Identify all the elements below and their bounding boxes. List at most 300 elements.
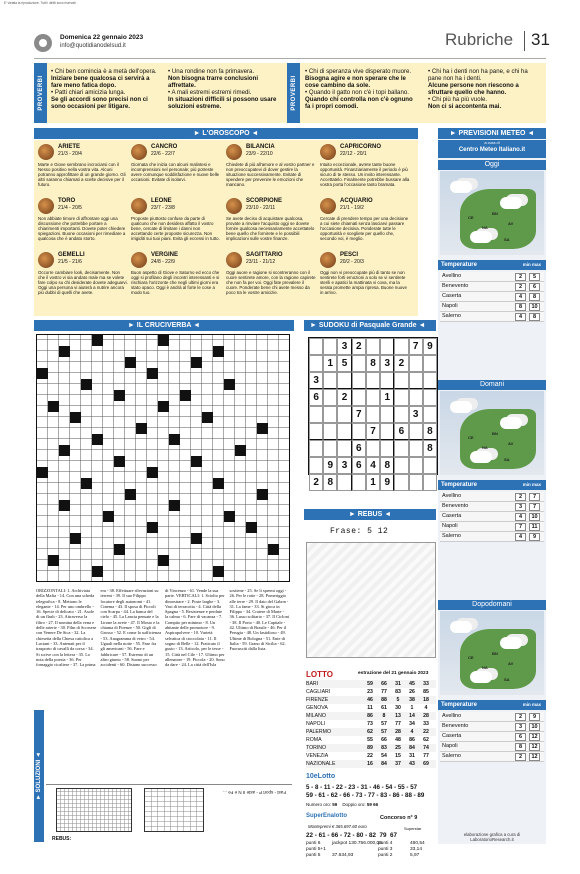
sudoku-cell[interactable]: [394, 372, 408, 389]
sudoku-cell[interactable]: [309, 440, 323, 457]
lotto-number: 4: [424, 705, 428, 711]
cloud-icon: [450, 401, 472, 413]
newspaper-logo-icon: [34, 34, 52, 52]
crossword-black-cell: [59, 500, 70, 511]
crossword-black-cell: [191, 357, 202, 368]
sudoku-cell[interactable]: [366, 406, 380, 423]
contact-email[interactable]: info@quotidianodelsud.it: [60, 43, 126, 49]
sudoku-cell[interactable]: 6: [309, 389, 323, 406]
lotto-row: [306, 720, 436, 728]
sudoku-cell[interactable]: 2: [309, 474, 323, 491]
sign-text: Cercate di prendere tempo per una decisione a cui siete chiamati senza lasciarvi passare l'occasione decisiva. Ponderate tutte le opportunità e scegliete per quello che, secondo voi, è meglio.: [320, 216, 409, 242]
sudoku-cell[interactable]: [380, 406, 394, 423]
crossword-black-cell: [158, 335, 169, 346]
sign-text: Proposte piuttosto confuse da parte di qualcuno che non desidera affatto il vostro bene, cercate di limitare i danni non accettando certe proposte sicurezza. Non irrigiditi sui tuoi piani. Evita gli eccessi in tutto.: [131, 216, 220, 242]
zodiac-icon: [131, 252, 147, 268]
soluzioni-tab: ► SOLUZIONI ◄: [34, 710, 44, 842]
crossword-black-cell: [59, 445, 70, 456]
lotto-number: 77: [395, 721, 401, 727]
sudoku-cell[interactable]: [309, 338, 323, 355]
sudoku-solution-grid: [144, 788, 204, 832]
sign-dates: 23/7 - 23/8: [151, 205, 175, 211]
proverbi-col-2: • Una rondine non fa primavera. Non bisogna trarre conclusioni affrettate. • A mali estremi estremi rimedi. In situazioni difficili si possono usare soluzioni estreme.: [168, 68, 277, 111]
cloud-icon: [500, 197, 522, 209]
lotto-number: 31: [409, 753, 415, 759]
lotto-number: 23: [367, 689, 373, 695]
crossword-black-cell: [92, 566, 103, 577]
lotto-row: [306, 752, 436, 760]
sudoku-cell[interactable]: 3: [309, 372, 323, 389]
sudoku-cell[interactable]: [409, 440, 423, 457]
sudoku-cell[interactable]: 6: [394, 423, 408, 440]
zodiac-icon: [226, 144, 242, 160]
sudoku-cell[interactable]: [337, 423, 351, 440]
superenalotto-numbers: 22 - 61 - 66 - 72 - 80 - 82 79 67: [306, 832, 398, 839]
sudoku-cell[interactable]: 5: [337, 355, 351, 372]
sudoku-cell[interactable]: [380, 440, 394, 457]
crossword-black-cell: [169, 434, 180, 445]
lotto-number: 18: [423, 697, 429, 703]
sudoku-cell[interactable]: 2: [394, 355, 408, 372]
temp-max: 12: [529, 753, 540, 761]
temperature-row: Caserta 6 12: [440, 732, 544, 742]
sign-text: Intuito eccezionale, avrete tante buone opportunità. Finanziariamente il periodo è più sicuro di te stesso. Un invito interessante. Accettatelo. Finalmente potrebbe bussare alla vostra porta l'occasione tanto bramata.: [320, 162, 410, 188]
crossword-black-cell: [136, 423, 147, 434]
sudoku-cell[interactable]: 6: [352, 457, 366, 474]
sudoku-grid[interactable]: [308, 337, 438, 488]
rebus-title: ► REBUS ◄: [304, 509, 436, 520]
map-city-label: CE: [468, 215, 474, 220]
page-number: 31: [531, 30, 550, 49]
superstar-label: Superstar: [404, 826, 422, 831]
map-city-label: SA: [504, 237, 510, 242]
sudoku-cell[interactable]: 8: [423, 440, 437, 457]
crossword-black-cell: [224, 379, 235, 390]
sudoku-cell[interactable]: [352, 474, 366, 491]
crossword-black-cell: [125, 357, 136, 368]
crossword-black-cell: [224, 511, 235, 522]
temp-max: 9: [529, 713, 540, 721]
crossword-black-cell: [70, 533, 81, 544]
sudoku-cell[interactable]: [323, 389, 337, 406]
sign-text: Occorre cambiare look, decisamente. Non che il vostro vi sia andato male ma se volete fare colpo su chi desiderate dovete adeguarvi. Oggi una persona vi aiuterà a nutrire ancora più dubbi di quelli che avete.: [38, 270, 128, 296]
lotto-row: [306, 744, 436, 752]
temp-max: 8: [529, 293, 540, 301]
temp-max: 8: [529, 313, 540, 321]
temperature-header: Temperature min max: [438, 260, 546, 270]
lotto-number: 28: [423, 713, 429, 719]
crossword-black-cell: [125, 489, 136, 500]
lotto-number: 13: [395, 713, 401, 719]
crossword-black-cell: [147, 368, 158, 379]
section-title: Rubriche: [445, 30, 514, 49]
temp-min: 4: [515, 513, 526, 521]
temp-min: 2: [515, 283, 526, 291]
lotto-number: 84: [409, 745, 415, 751]
crossword-black-cell: [114, 390, 125, 401]
lotto-number: 8: [382, 713, 386, 719]
lotto-row: [306, 760, 436, 768]
lotto-row: [306, 704, 436, 712]
sudoku-cell[interactable]: [309, 355, 323, 372]
sudoku-cell[interactable]: [409, 372, 423, 389]
sudoku-cell[interactable]: [409, 474, 423, 491]
sign-name: PESCI: [340, 252, 359, 258]
crossword-black-cell: [235, 445, 246, 456]
sudoku-cell[interactable]: [366, 338, 380, 355]
sign-name: VERGINE: [151, 252, 179, 258]
lotto-row: [306, 680, 436, 688]
sign-dates: 22/6 - 22/7: [151, 151, 175, 157]
lotto-number: 77: [423, 753, 429, 759]
lotto-number: 11: [367, 705, 373, 711]
sudoku-cell[interactable]: [366, 372, 380, 389]
temperature-row: Napoli 7 11: [440, 522, 544, 532]
zodiac-icon: [38, 252, 54, 268]
proverbi-col-1: • Chi ben comincia è a metà dell'opera. Iniziare bene qualcosa ci servirà a fare meno fatica dopo. • Patti chiari amicizia lunga. Se gli accordi sono precisi non ci sono occasioni per litigare.: [51, 68, 157, 111]
lotto-number: 31: [395, 681, 401, 687]
sign-text: Non abbiate timore di affrontare oggi una discussione che potrebbe portare a chiarimenti importanti. Dovete poter chiedere spiegazioni. Buone occasioni per rimediare a qualcosa che è andato storto.: [38, 216, 126, 242]
sign-dates: 21/3 - 20/4: [58, 151, 82, 157]
lotto-number: 66: [381, 737, 387, 743]
sudoku-cell[interactable]: 7: [409, 338, 423, 355]
crossword-black-cell: [257, 423, 268, 434]
map-city-label: NA: [482, 665, 488, 670]
crossword-black-cell: [48, 555, 59, 566]
sudoku-cell[interactable]: [394, 440, 408, 457]
crossword-solution-grid: [56, 788, 132, 832]
sudoku-cell[interactable]: [423, 372, 437, 389]
sudoku-cell[interactable]: [423, 355, 437, 372]
sudoku-cell[interactable]: 8: [366, 355, 380, 372]
map-city-label: AV: [508, 661, 514, 666]
sign-name: CANCRO: [151, 144, 178, 150]
zodiac-icon: [38, 198, 54, 214]
map-city-label: BN: [492, 651, 498, 656]
superenalotto-concorso: Concorso n° 9: [380, 815, 418, 821]
sudoku-cell[interactable]: 8: [380, 457, 394, 474]
lotto-number: 22: [423, 729, 429, 735]
map-city-label: AV: [508, 221, 514, 226]
sign-dates: 21/1 - 19/2: [340, 205, 364, 211]
crossword-black-cell: [59, 346, 70, 357]
lotto-number: 38: [409, 697, 415, 703]
map-city-label: SA: [504, 457, 510, 462]
proverbi-col-4: • Chi ha i denti non ha pane, e chi ha pane non ha i denti. Alcune persone non riescono a sfruttare quello che hanno. • Chi più ha più vuole. Non ci si accontenta mai.: [428, 68, 528, 111]
sign-gemelli: [38, 252, 130, 308]
sign-acquario: [320, 198, 412, 254]
sudoku-cell[interactable]: 6: [352, 440, 366, 457]
sudoku-cell[interactable]: [380, 338, 394, 355]
lotto-row: [306, 688, 436, 696]
temperature-row: Salerno 4 8: [440, 312, 544, 322]
weather-map: [440, 611, 544, 695]
sign-name: SCORPIONE: [246, 198, 283, 204]
lotto-number: 4: [410, 729, 414, 735]
lotto-number: 30: [395, 705, 401, 711]
lotto-row: [306, 712, 436, 720]
sudoku-cell[interactable]: 9: [380, 474, 394, 491]
sudoku-cell[interactable]: [409, 355, 423, 372]
superenalotto-logo: SuperEnalotto: [306, 813, 348, 819]
map-city-label: NA: [482, 445, 488, 450]
sign-dates: 22/12 - 20/1: [340, 151, 367, 157]
copyright-note: E' vietata la riproduzione. Tutti i diritti sono riservati: [4, 1, 76, 5]
map-city-label: CE: [468, 435, 474, 440]
sign-name: LEONE: [151, 198, 172, 204]
sudoku-cell[interactable]: [394, 338, 408, 355]
sudoku-cell[interactable]: [423, 389, 437, 406]
sudoku-cell[interactable]: [394, 457, 408, 474]
temp-min: 4: [515, 293, 526, 301]
cloud-icon: [450, 181, 472, 193]
temp-max: 12: [529, 733, 540, 741]
sudoku-cell[interactable]: [409, 457, 423, 474]
sudoku-cell[interactable]: 3: [337, 338, 351, 355]
sudoku-cell[interactable]: [366, 389, 380, 406]
temp-max: 7: [529, 493, 540, 501]
sign-text: Chiedete di più all'amore e al vostro partner e non preoccupatevi di dover gestire la situazione successivamente. Evitate di spendere per prevenire le emozioni che mancano.: [226, 162, 315, 188]
temp-min: 2: [515, 713, 526, 721]
sudoku-cell[interactable]: [352, 423, 366, 440]
lotto-wheel: NAZIONALE: [306, 761, 336, 767]
meteo-brand: a cura di Centro Meteo Italiano.it: [438, 140, 546, 158]
lotto-number: 88: [381, 697, 387, 703]
sudoku-cell[interactable]: [309, 457, 323, 474]
proverbi-tab-right: PROVERBI: [287, 63, 300, 123]
lotto-row: [306, 736, 436, 744]
diecielotto-oro: Numero oro: 59 Doppio oro: 59 66: [306, 802, 379, 807]
lotto-number: 61: [381, 705, 387, 711]
zodiac-icon: [131, 144, 147, 160]
crossword-grid[interactable]: [36, 334, 290, 582]
sudoku-cell[interactable]: [423, 474, 437, 491]
sudoku-cell[interactable]: [337, 406, 351, 423]
temp-min: 8: [515, 743, 526, 751]
temp-min: 4: [515, 533, 526, 541]
sudoku-cell[interactable]: [323, 423, 337, 440]
map-city-label: BN: [492, 211, 498, 216]
lotto-number: 33: [423, 721, 429, 727]
sign-text: Marte e Giove sembrano incrociarsi con il Nesso positivo nella vostra vita. Alcuni potranno approfittare di un grande giorno. Gli altri saranno chiamati a scelte decisive per il futuro.: [38, 162, 126, 188]
sudoku-cell[interactable]: 3: [337, 457, 351, 474]
lotto-row: [306, 696, 436, 704]
map-city-label: CE: [468, 655, 474, 660]
sudoku-cell[interactable]: [337, 474, 351, 491]
crossword-black-cell: [81, 379, 92, 390]
lotto-number: 22: [367, 753, 373, 759]
crossword-black-cell: [180, 390, 191, 401]
sudoku-cell[interactable]: 7: [352, 406, 366, 423]
sudoku-cell[interactable]: [323, 338, 337, 355]
sudoku-cell[interactable]: [409, 423, 423, 440]
sudoku-cell[interactable]: [323, 406, 337, 423]
lotto-number: 66: [381, 681, 387, 687]
temperature-row: Caserta 4 8: [440, 292, 544, 302]
sign-sagittario: [226, 252, 318, 308]
temperature-row: Salerno 4 9: [440, 532, 544, 542]
lotto-number: 14: [409, 713, 415, 719]
temp-min: 3: [515, 723, 526, 731]
map-city-label: BN: [492, 431, 498, 436]
map-city-label: AV: [508, 441, 514, 446]
proverbi-col-3: • Chi di speranza vive disperato muore. Bisogna agire e non sperare che le cose cambino da sole. • Quando il gatto non c'è i topi ballano. Quando chi controlla non c'è ognuno fa i propri comodi.: [305, 68, 413, 111]
sudoku-cell[interactable]: [352, 355, 366, 372]
cloud-icon: [500, 417, 522, 429]
sign-dates: 23/11 - 21/12: [246, 259, 276, 265]
temp-min: 2: [515, 273, 526, 281]
crossword-black-cell: [37, 467, 48, 478]
sign-dates: 23/10 - 22/11: [246, 205, 276, 211]
lotto-number: 34: [409, 721, 415, 727]
sudoku-cell[interactable]: [380, 423, 394, 440]
sudoku-cell[interactable]: 1: [366, 474, 380, 491]
lotto-number: 16: [367, 761, 373, 767]
temperature-row: Caserta 4 10: [440, 512, 544, 522]
lotto-wheel: NAPOLI: [306, 721, 326, 727]
punti-row: punti 5+1 punti 3 33,14: [306, 847, 423, 852]
cloud-icon: [450, 621, 472, 633]
punti-row: punti 5 37.634,93 punti 2 5,97: [306, 853, 420, 858]
temp-max: 7: [529, 503, 540, 511]
lotto-row: [306, 728, 436, 736]
cloud-icon: [470, 231, 492, 243]
lotto-number: 25: [395, 745, 401, 751]
sudoku-cell[interactable]: 8: [323, 474, 337, 491]
lotto-number: 45: [409, 681, 415, 687]
sign-toro: [38, 198, 130, 254]
temp-min: 2: [515, 753, 526, 761]
temp-max: 10: [529, 303, 540, 311]
temperature-row: Benevento 2 6: [440, 282, 544, 292]
crossword-black-cell: [114, 544, 125, 555]
sudoku-cell[interactable]: 9: [423, 338, 437, 355]
sign-vergine: [131, 252, 223, 308]
crossword-black-cell: [114, 456, 125, 467]
meteo-day-label: Domani: [438, 380, 546, 390]
meteo-day-label: Dopodomani: [438, 600, 546, 610]
lotto-number: 15: [395, 753, 401, 759]
sign-dates: 21/5 - 21/6: [58, 259, 82, 265]
issue-date: Domenica 22 gennaio 2023: [60, 34, 144, 41]
zodiac-icon: [320, 252, 336, 268]
sudoku-cell[interactable]: 9: [323, 457, 337, 474]
sudoku-cell[interactable]: [380, 372, 394, 389]
sudoku-cell[interactable]: 1: [323, 355, 337, 372]
sudoku-cell[interactable]: [409, 389, 423, 406]
temperature-row: Napoli 8 10: [440, 302, 544, 312]
temperature-row: Napoli 8 12: [440, 742, 544, 752]
lotto-number: 69: [423, 761, 429, 767]
crossword-black-cell: [191, 456, 202, 467]
sudoku-cell[interactable]: 2: [352, 338, 366, 355]
sudoku-cell[interactable]: 3: [380, 355, 394, 372]
lotto-number: 83: [395, 689, 401, 695]
rebus-solution-label: REBUS:: [52, 836, 72, 842]
sudoku-cell[interactable]: [423, 406, 437, 423]
lotto-number: 1: [410, 705, 414, 711]
temp-min: 2: [515, 493, 526, 501]
sudoku-cell[interactable]: [394, 474, 408, 491]
sign-dates: 20/2 - 20/3: [340, 259, 364, 265]
sudoku-cell[interactable]: 4: [366, 457, 380, 474]
weather-map: [440, 171, 544, 255]
sudoku-cell[interactable]: [423, 457, 437, 474]
sudoku-cell[interactable]: [352, 389, 366, 406]
weather-map: [440, 391, 544, 475]
lotto-number: 57: [381, 729, 387, 735]
rebus-solution-text: Fast - sport P - aste II N e Fe ...: [223, 790, 286, 795]
sign-name: SAGITTARIO: [246, 252, 283, 258]
meteo-day-label: Oggi: [438, 160, 546, 170]
temperature-row: Avellino 2 7: [440, 492, 544, 502]
temp-min: 8: [515, 303, 526, 311]
temp-max: 12: [529, 743, 540, 751]
temp-max: 9: [529, 533, 540, 541]
sudoku-cell[interactable]: [352, 372, 366, 389]
lotto-wheel: ROMA: [306, 737, 322, 743]
crossword-black-cell: [147, 467, 158, 478]
sudoku-cell[interactable]: [323, 372, 337, 389]
lotto-wheel: GENOVA: [306, 705, 328, 711]
sudoku-cell[interactable]: [323, 440, 337, 457]
temperature-row: Benevento 3 10: [440, 722, 544, 732]
sudoku-cell[interactable]: [337, 372, 351, 389]
header-divider: [524, 31, 525, 51]
lotto-number: 85: [423, 689, 429, 695]
lotto-wheel: VENEZIA: [306, 753, 329, 759]
crossword-black-cell: [147, 522, 158, 533]
sudoku-title: ► SUDOKU di Pasquale Grande ◄: [304, 320, 436, 331]
sudoku-cell[interactable]: [366, 440, 380, 457]
lotto-number: 37: [395, 761, 401, 767]
sign-name: TORO: [58, 198, 76, 204]
map-city-label: SA: [504, 677, 510, 682]
sudoku-cell[interactable]: [337, 440, 351, 457]
lotto-wheel: CAGLIARI: [306, 689, 331, 695]
oroscopo-title: ► L'OROSCOPO ◄: [34, 128, 418, 139]
sudoku-cell[interactable]: [309, 406, 323, 423]
crossword-black-cell: [213, 346, 224, 357]
sign-capricorno: [320, 144, 412, 200]
crossword-black-cell: [169, 500, 180, 511]
zodiac-icon: [320, 144, 336, 160]
sudoku-cell[interactable]: [394, 389, 408, 406]
sudoku-cell[interactable]: [309, 423, 323, 440]
temperature-row: Salerno 2 12: [440, 752, 544, 762]
temp-min: 6: [515, 733, 526, 741]
lotto-number: 26: [409, 689, 415, 695]
lotto-number: 48: [395, 737, 401, 743]
lotto-number: 62: [367, 729, 373, 735]
temperature-row: Avellino 2 5: [440, 272, 544, 282]
lotto-number: 55: [367, 737, 373, 743]
meteo-title: ► PREVISIONI METEO ◄: [438, 128, 546, 139]
temp-min: 3: [515, 503, 526, 511]
sudoku-cell[interactable]: 7: [366, 423, 380, 440]
sudoku-cell[interactable]: 3: [409, 406, 423, 423]
lotto-estrazione: estrazione del 21 gennaio 2023: [358, 671, 429, 676]
sudoku-cell[interactable]: 8: [423, 423, 437, 440]
sudoku-cell[interactable]: 2: [337, 389, 351, 406]
sudoku-cell[interactable]: [394, 406, 408, 423]
temp-min: 4: [515, 313, 526, 321]
sudoku-cell[interactable]: 1: [380, 389, 394, 406]
crossword-black-cell: [213, 566, 224, 577]
crossword-black-cell: [202, 412, 213, 423]
temp-max: 5: [529, 273, 540, 281]
temp-max: 10: [529, 723, 540, 731]
